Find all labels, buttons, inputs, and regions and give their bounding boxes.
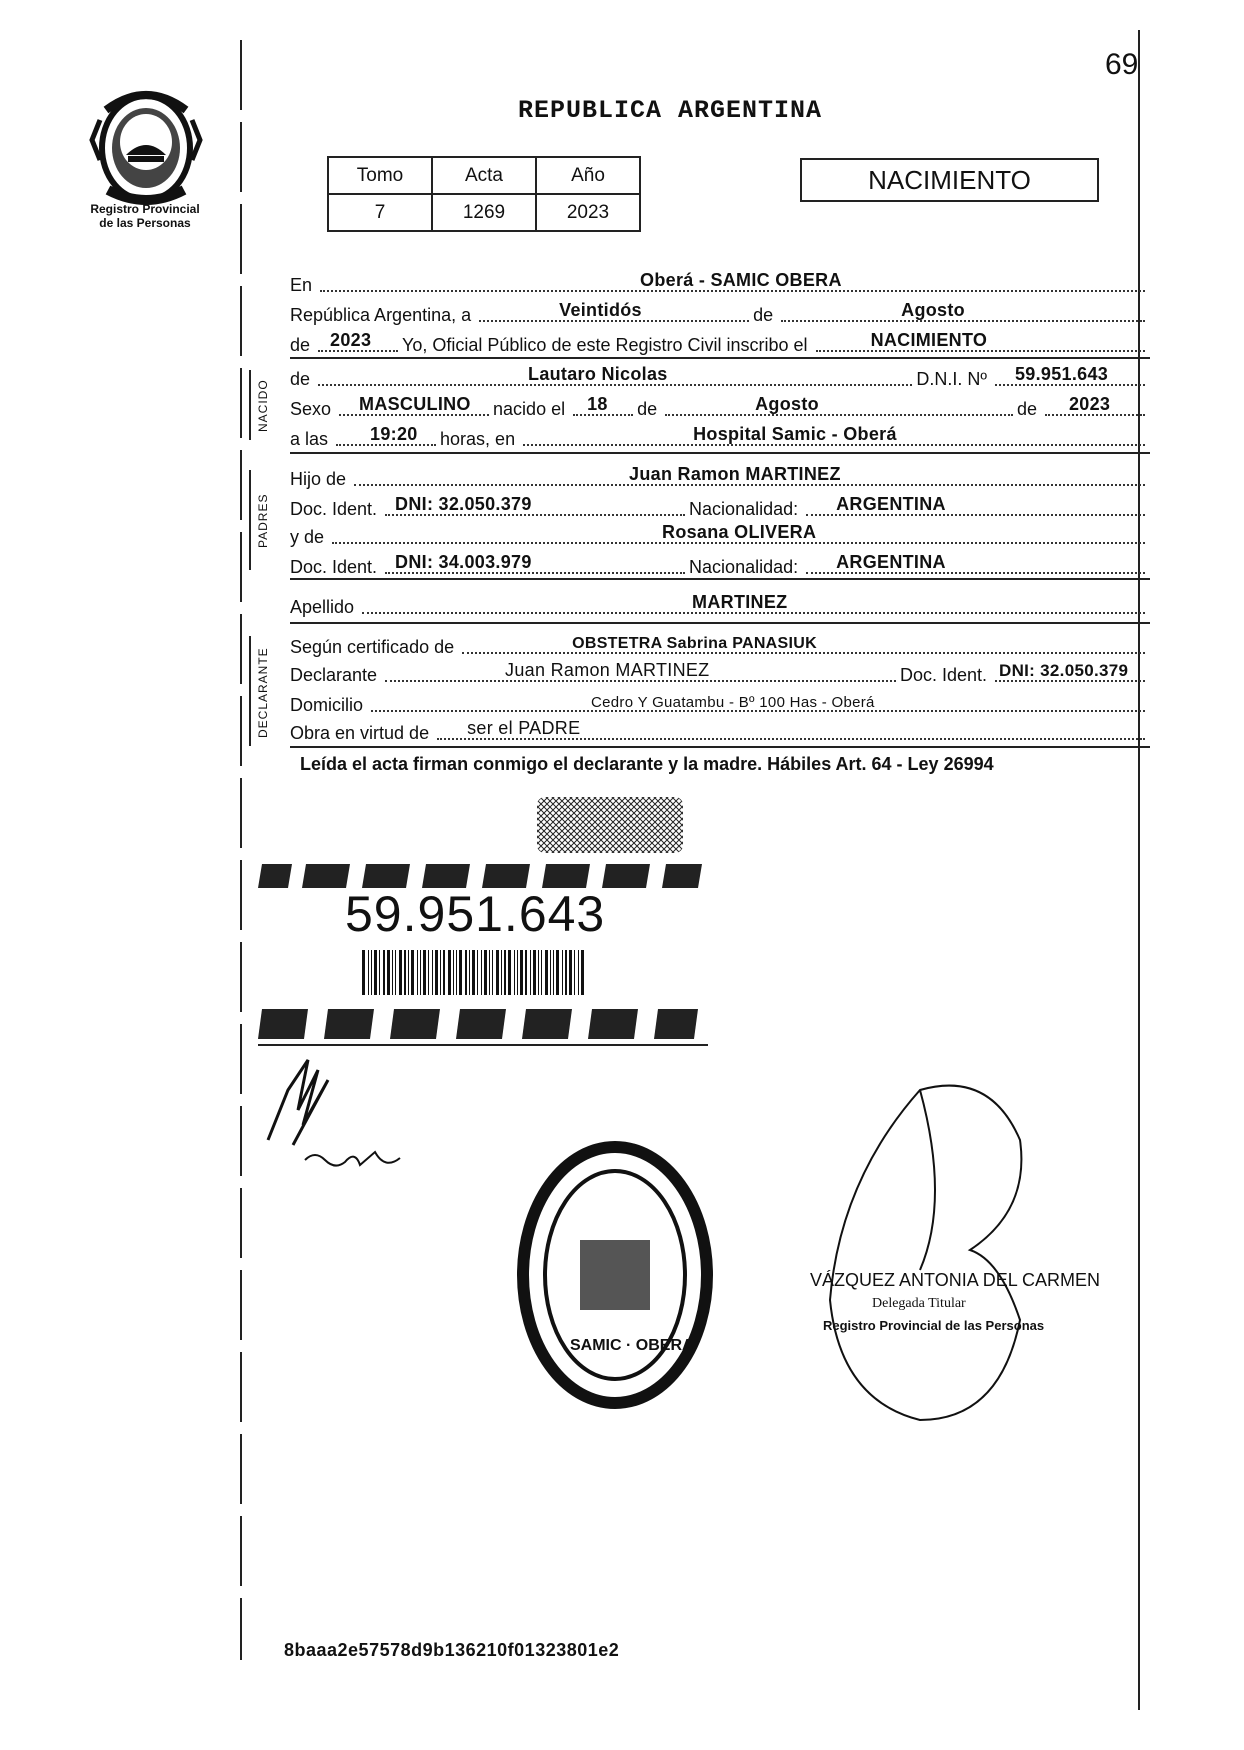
divider-5	[290, 746, 1150, 748]
barcode-bar	[481, 950, 482, 995]
divider-3	[290, 578, 1150, 580]
barcode-bar	[553, 950, 554, 995]
born-de-label: de	[290, 369, 311, 389]
address-value: Cedro Y Guatambu - Bº 100 Has - Oberá	[591, 694, 875, 711]
signature-scribble-1	[258, 1050, 358, 1150]
barcode-bar	[448, 950, 451, 995]
mother-name: Rosana OLIVERA	[662, 522, 817, 542]
section-nacido: NACIDO	[256, 379, 270, 432]
father-doc-row	[290, 496, 1149, 520]
barcode-bar	[465, 950, 467, 995]
barcode-bar	[420, 950, 421, 995]
place-row	[290, 272, 1149, 296]
barcode-bar	[456, 950, 457, 995]
barcode-bar	[514, 950, 515, 995]
header-tomo: Tomo	[328, 157, 432, 194]
barcode-bar	[556, 950, 559, 995]
official-org: Registro Provincial de las Personas	[823, 1318, 1045, 1333]
declarant-doc-label: Doc. Ident.	[899, 665, 987, 685]
surname-row	[290, 594, 1149, 618]
barcode-bar	[562, 950, 563, 995]
born-name: Lautaro Nicolas	[528, 364, 668, 384]
address-label: Domicilio	[290, 695, 364, 715]
barcode-bar	[578, 950, 579, 995]
date-label: República Argentina, a	[290, 305, 472, 325]
barcode-bar	[408, 950, 409, 995]
barcode-bar	[545, 950, 548, 995]
section-declarante: DECLARANTE	[256, 647, 270, 738]
value-tomo: 7	[328, 194, 432, 231]
mother-label: y de	[290, 527, 325, 547]
logo-caption	[70, 202, 220, 230]
barcode-bar	[508, 950, 511, 995]
father-doc-label: Doc. Ident.	[290, 499, 378, 519]
barcode	[360, 950, 585, 995]
barcode-bar	[565, 950, 567, 995]
surname-value: MARTINEZ	[692, 592, 788, 612]
barcode-bar	[530, 950, 531, 995]
born-sex-row	[290, 396, 1149, 420]
stamp-dni: 59.951.643	[345, 886, 606, 942]
barcode-bar	[538, 950, 539, 995]
barcode-bar	[469, 950, 470, 995]
hours-label: horas, en	[440, 429, 516, 449]
born-de-2: de	[1016, 399, 1037, 419]
sex-label: Sexo	[290, 399, 332, 419]
divider-4	[290, 622, 1150, 624]
closing-note: Leída el acta firman conmigo el declarante y la madre. Hábiles Art. 64 - Ley 26994	[300, 754, 994, 774]
logo-caption-line-1: Registro Provincial	[90, 202, 200, 216]
barcode-bar	[550, 950, 551, 995]
barcode-bar	[525, 950, 527, 995]
official-role: Delegada Titular	[872, 1296, 966, 1311]
father-label: Hijo de	[290, 469, 347, 489]
father-doc: DNI: 32.050.379	[395, 494, 532, 514]
logo-caption-line-2: de las Personas	[99, 216, 191, 230]
security-hologram-icon	[535, 795, 685, 855]
section-bracket-declarante	[249, 636, 251, 746]
date-de-label: de	[753, 305, 774, 325]
official-signature	[800, 1060, 1100, 1440]
dni-label: D.N.I. Nº	[916, 369, 987, 389]
declarant-label: Declarante	[290, 665, 378, 685]
section-padres: PADRES	[256, 493, 270, 548]
born-year: 2023	[1069, 394, 1111, 414]
barcode-bar	[395, 950, 396, 995]
year-act: NACIMIENTO	[870, 330, 988, 350]
left-margin-line	[240, 40, 242, 1660]
barcode-bar	[379, 950, 380, 995]
mother-doc: DNI: 34.003.979	[395, 552, 532, 572]
cert-label: Según certificado de	[290, 637, 455, 657]
value-anio: 2023	[536, 194, 640, 231]
virtue-label: Obra en virtud de	[290, 723, 430, 743]
father-nat-label: Nacionalidad:	[689, 499, 799, 519]
barcode-bar	[423, 950, 426, 995]
born-de-1: de	[637, 399, 658, 419]
barcode-bar	[492, 950, 493, 995]
barcode-bar	[472, 950, 475, 995]
born-dni: 59.951.643	[1015, 364, 1109, 384]
time-label: a las	[290, 429, 329, 449]
barcode-bar	[374, 950, 377, 995]
address-row	[290, 692, 1149, 716]
declarant-doc: DNI: 32.050.379	[999, 661, 1129, 680]
barcode-bar	[399, 950, 402, 995]
barcode-bar	[417, 950, 418, 995]
born-time: 19:20	[370, 424, 418, 444]
father-name: Juan Ramon MARTINEZ	[629, 464, 841, 484]
barcode-bar	[484, 950, 487, 995]
year-value: 2023	[330, 330, 372, 350]
sex-value: MASCULINO	[359, 394, 471, 414]
year-text: Yo, Oficial Público de este Registro Civil inscribo el	[402, 335, 808, 355]
born-time-row	[290, 426, 1149, 450]
official-name: VÁZQUEZ ANTONIA DEL CARMEN	[810, 1270, 1101, 1290]
page-number: 69	[1105, 48, 1139, 81]
barcode-bar	[569, 950, 572, 995]
value-acta: 1269	[432, 194, 536, 231]
barcode-bar	[368, 950, 369, 995]
barcode-bar	[443, 950, 445, 995]
barcode-bar	[453, 950, 454, 995]
born-day: 18	[587, 394, 608, 414]
barcode-bar	[435, 950, 438, 995]
divider-1	[290, 357, 1150, 359]
barcode-bar	[504, 950, 506, 995]
year-de-label: de	[290, 335, 311, 355]
signature-scribble-2	[300, 1140, 410, 1180]
svg-text:SAMIC · OBERA: SAMIC · OBERA	[570, 1337, 694, 1354]
document-hash: 8baaa2e57578d9b136210f01323801e2	[284, 1640, 620, 1660]
date-month: Agosto	[901, 300, 965, 320]
barcode-bar	[371, 950, 372, 995]
barcode-bar	[411, 950, 414, 995]
mother-nat: ARGENTINA	[836, 552, 946, 572]
barcode-bar	[533, 950, 536, 995]
barcode-bar	[496, 950, 499, 995]
divider-2	[290, 452, 1150, 454]
barcode-bar	[428, 950, 429, 995]
official-seal	[515, 1140, 715, 1410]
header-acta: Acta	[432, 157, 536, 194]
barcode-bar	[541, 950, 542, 995]
barcode-bar	[392, 950, 393, 995]
father-nat: ARGENTINA	[836, 494, 946, 514]
surname-label: Apellido	[290, 597, 355, 617]
virtue-row	[290, 720, 1149, 744]
barcode-bar	[440, 950, 441, 995]
declarant-row	[290, 662, 1149, 686]
act-type-box: NACIMIENTO	[800, 158, 1099, 202]
country-title: REPUBLICA ARGENTINA	[518, 96, 823, 125]
barcode-bar	[362, 950, 365, 995]
barcode-bar	[404, 950, 406, 995]
section-bracket-nacido	[249, 370, 251, 440]
virtue-value: ser el PADRE	[467, 718, 581, 738]
barcode-bar	[501, 950, 502, 995]
date-row	[290, 302, 1149, 326]
mother-row	[290, 524, 1149, 548]
place-value: Oberá - SAMIC OBERA	[640, 270, 842, 290]
barcode-bar	[520, 950, 523, 995]
header-anio: Año	[536, 157, 640, 194]
mother-doc-label: Doc. Ident.	[290, 557, 378, 577]
section-bracket-padres	[249, 470, 251, 570]
born-name-row	[290, 366, 1149, 390]
born-date-label: nacido el	[493, 399, 566, 419]
barcode-bar	[581, 950, 584, 995]
born-month: Agosto	[755, 394, 819, 414]
barcode-bar	[477, 950, 478, 995]
barcode-bar	[517, 950, 518, 995]
barcode-bar	[574, 950, 575, 995]
declarant-name: Juan Ramon MARTINEZ	[505, 660, 710, 680]
security-band-bottom	[258, 1005, 708, 1047]
registry-logo	[86, 80, 206, 210]
year-row	[290, 332, 1149, 356]
date-day: Veintidós	[559, 300, 642, 320]
place-label: En	[290, 275, 313, 295]
registration-table	[327, 156, 641, 232]
barcode-bar	[432, 950, 433, 995]
barcode-bar	[459, 950, 462, 995]
barcode-bar	[387, 950, 390, 995]
father-row	[290, 466, 1149, 490]
cert-row	[290, 634, 1149, 658]
mother-doc-row	[290, 554, 1149, 578]
mother-nat-label: Nacionalidad:	[689, 557, 799, 577]
barcode-bar	[489, 950, 490, 995]
cert-value: OBSTETRA Sabrina PANASIUK	[572, 635, 817, 652]
barcode-bar	[383, 950, 385, 995]
born-place: Hospital Samic - Oberá	[693, 424, 897, 444]
